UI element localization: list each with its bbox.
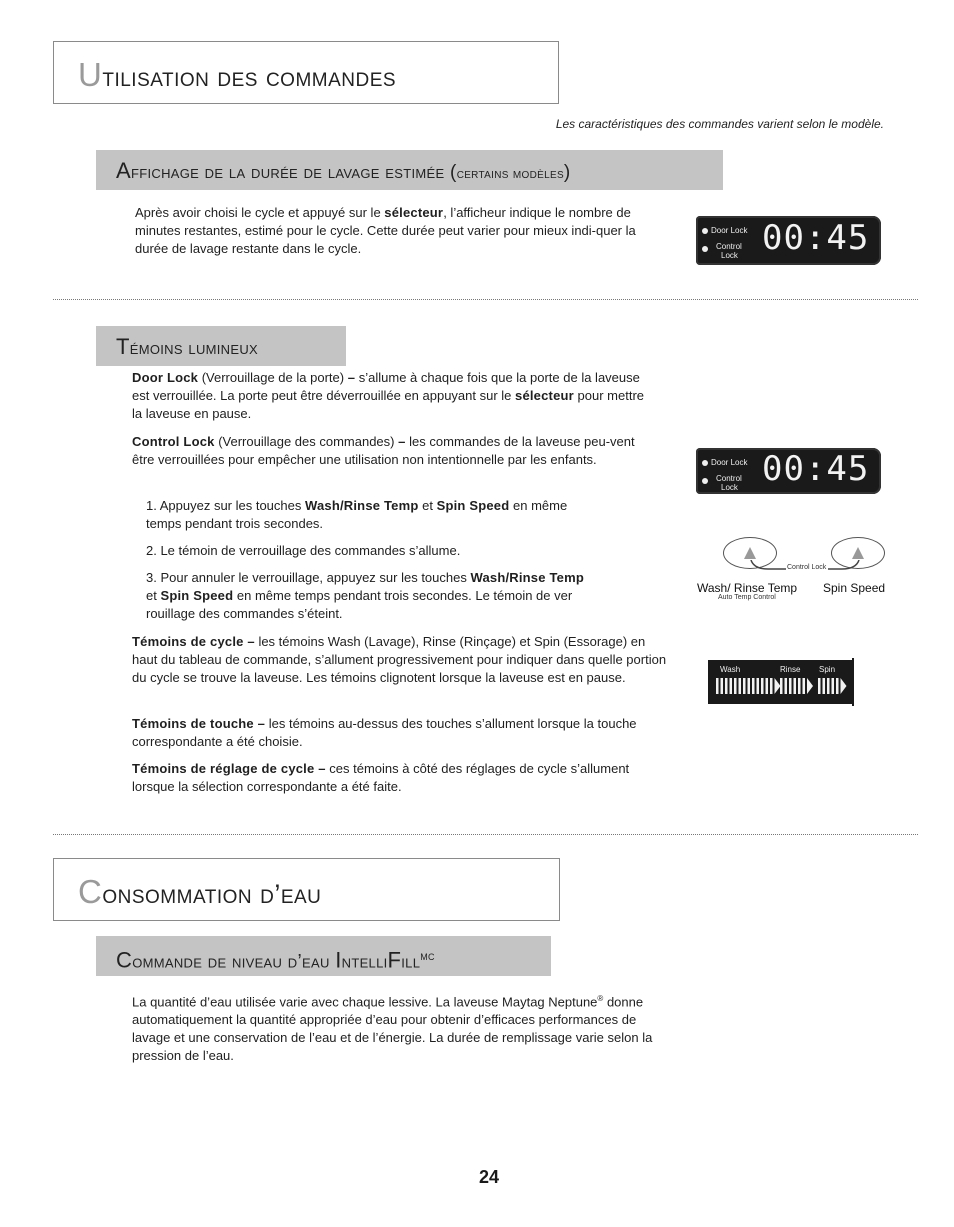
auto-temp-caption: Auto Temp Control — [718, 594, 776, 601]
wash-progress-tick — [743, 678, 746, 694]
control-lock-label-1: Control — [716, 242, 742, 251]
spin-progress-arrow — [841, 678, 847, 694]
wash-progress-tick — [734, 678, 737, 694]
subsection-title-lights: Témoins lumineux — [96, 326, 346, 366]
page-number: 24 — [479, 1167, 500, 1187]
rinse-progress-arrow — [807, 678, 813, 694]
spin-progress-tick — [832, 678, 835, 694]
wash-progress-tick — [716, 678, 719, 694]
spin-progress-tick — [827, 678, 830, 694]
setting-lights-paragraph: Témoins de réglage de cycle – ces témoins à côté des réglages de cycle s’allument lorsque la sélection correspondante a été faite. — [132, 761, 630, 794]
spin-progress-tick — [823, 678, 826, 694]
control-lock-paragraph: Control Lock (Verrouillage des commandes) – les commandes de la laveuse peu-vent être verrouillées pour empêcher une utilisation non intentionnelle par les enfants. — [132, 434, 635, 467]
divider-2 — [53, 834, 918, 835]
control-lock-caption: Control Lock — [787, 564, 827, 571]
cycle-lights-paragraph: Témoins de cycle – les témoins Wash (Lavage), Rinse (Rinçage) et Spin (Essorage) en haut du tableau de commande, s’allument progressivement pour indiquer dans quelle portion du cycle se trouve la laveuse. Les témoins clignotent lorsque la laveuse est en pause. — [132, 634, 667, 685]
duration-paragraph: Après avoir choisi le cycle et appuyé sur le sélecteur, l’afficheur indique le nombre de minutes restantes, estimé pour le cycle. Cette durée peut varier pour mieux indi-quer la durée de lavage restante dans le cycle. — [135, 205, 636, 256]
step-3: 3. Pour annuler le verrouillage, appuyez sur les touches Wash/Rinse Temp et Spin Speed en même temps pendant trois secondes. Le témoin de ver rouillage des commandes s’éteint. — [146, 570, 584, 621]
water-paragraph: La quantité d’eau utilisée varie avec chaque lessive. La laveuse Maytag Neptune® donne automatiquement la quantité appropriée d’eau pour obtenir d’efficaces performances de lavage et une conservation de l’eau et de l’énergie. La durée de remplissage varie selon la pression de l’eau. — [132, 994, 653, 1064]
step-1: 1. Appuyez sur les touches Wash/Rinse Temp et Spin Speed en même temps pendant trois secondes. — [146, 498, 568, 531]
wash-progress-tick — [748, 678, 751, 694]
control-lock-label-2b: Lock — [721, 483, 738, 492]
wash-progress-tick — [721, 678, 724, 694]
rinse-progress-tick — [785, 678, 788, 694]
door-lock-indicator — [702, 228, 708, 234]
rinse-progress-tick — [789, 678, 792, 694]
wash-rinse-caption: Wash/ Rinse Temp — [697, 581, 798, 595]
section-title-controls: Utilisation des commandes — [53, 41, 559, 104]
cycle-progress-bars — [708, 660, 854, 704]
control-lock-label-2a: Control — [716, 474, 742, 483]
time-display-panel — [696, 216, 881, 265]
control-lock-indicator-2 — [702, 478, 708, 484]
wash-progress-arrow — [775, 678, 781, 694]
cycle-progress-panel — [708, 660, 854, 704]
wash-progress-tick — [757, 678, 760, 694]
spin-label: Spin — [819, 665, 836, 674]
control-lock-indicator — [702, 246, 708, 252]
rinse-progress-tick — [803, 678, 806, 694]
door-lock-label-2: Door Lock — [711, 458, 748, 467]
spin-progress-tick — [818, 678, 821, 694]
cycle-panel-edge — [852, 658, 854, 706]
rinse-progress-tick — [794, 678, 797, 694]
step-2: 2. Le témoin de verrouillage des commandes s’allume. — [146, 543, 461, 558]
spin-speed-caption: Spin Speed — [823, 581, 886, 595]
subsection-title-intellifill: Commande de niveau d’eau IntelliFill$^{MC}$ — [96, 936, 551, 976]
wash-progress-tick — [766, 678, 769, 694]
rinse-progress-tick — [798, 678, 801, 694]
wash-label: Wash — [720, 665, 741, 674]
up-arrow-icon — [852, 547, 864, 559]
wash-progress-tick — [739, 678, 742, 694]
wash-progress-tick — [761, 678, 764, 694]
up-arrow-icon — [744, 547, 756, 559]
door-lock-paragraph: Door Lock (Verrouillage de la porte) – s’allume à chaque fois que la porte de la laveuse est verrouillée. La porte peut être déverrouillée en appuyant sur le sélecteur pour mettre la laveuse en pause. — [132, 370, 645, 421]
wash-progress-tick — [730, 678, 733, 694]
spin-progress-tick — [836, 678, 839, 694]
wash-progress-tick — [725, 678, 728, 694]
section-title-water: Consommation d’eau — [53, 858, 560, 921]
time-readout-2: 00:45 — [762, 449, 870, 489]
wash-progress-tick — [752, 678, 755, 694]
rinse-label: Rinse — [780, 665, 801, 674]
control-lock-label-2: Lock — [721, 251, 738, 260]
divider-1 — [53, 299, 918, 300]
time-readout: 00:45 — [762, 218, 870, 258]
door-lock-label: Door Lock — [711, 226, 748, 235]
rinse-progress-tick — [780, 678, 783, 694]
lock-display-panel — [696, 448, 881, 494]
wash-progress-tick — [770, 678, 773, 694]
models-note: Les caractéristiques des commandes varient selon le modèle. — [555, 117, 884, 131]
touch-lights-paragraph: Témoins de touche – les témoins au-dessus des touches s’allument lorsque la touche correspondante a été choisie. — [132, 716, 637, 749]
door-lock-indicator-2 — [702, 460, 708, 466]
subsection-title-duration: Affichage de la durée de lavage estimée (certains modèles) — [96, 150, 723, 190]
